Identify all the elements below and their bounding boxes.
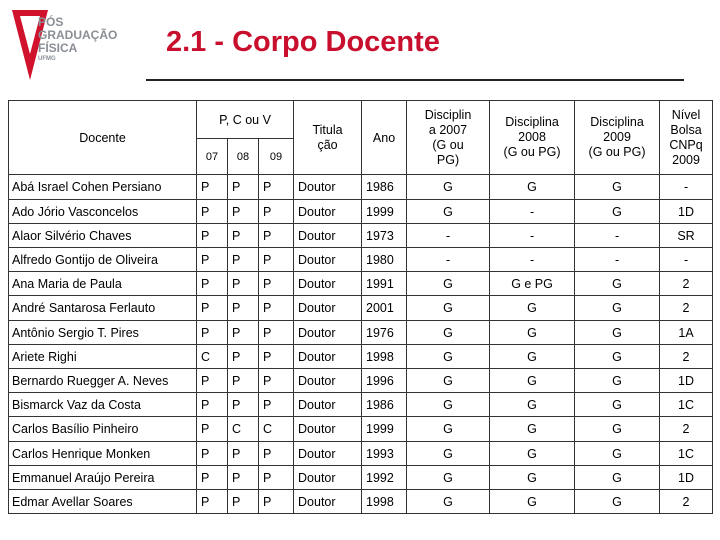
cell-titulacao: Doutor [294,345,362,369]
cell-disciplina-2009: G [575,393,660,417]
cell-pcv-09: C [259,417,294,442]
cell-ano: 1992 [362,466,407,490]
cell-pcv-08: P [228,224,259,248]
table-body [9,175,713,514]
cell-disciplina-2009: - [575,224,660,248]
cell-pcv-09: P [259,224,294,248]
cell-docente: Bernardo Ruegger A. Neves [9,369,197,393]
cell-ano: 1973 [362,224,407,248]
cell-bolsa: - [660,248,713,272]
cell-ano: 1986 [362,175,407,200]
cell-titulacao: Doutor [294,248,362,272]
cell-titulacao: Doutor [294,466,362,490]
cell-bolsa: - [660,175,713,200]
col-header-disciplina-2007 [407,101,490,175]
cell-docente: Antônio Sergio T. Pires [9,321,197,345]
col-header-titulacao-line2: ção [317,137,338,152]
col-header-disc2007-line2: a 2007 [428,122,468,137]
cell-pcv-09: P [259,272,294,296]
cell-ano: 1986 [362,393,407,417]
cell-pcv-07: P [197,296,228,321]
cell-pcv-08: P [228,369,259,393]
cell-bolsa: 1D [660,466,713,490]
col-header-08: 08 [228,139,259,175]
corpo-docente-table [8,100,713,514]
cell-pcv-07: P [197,393,228,417]
cell-disciplina-2008: G [490,369,575,393]
cell-docente: Edmar Avellar Soares [9,490,197,514]
table-row [9,296,713,321]
cell-bolsa: 2 [660,417,713,442]
cell-pcv-09: P [259,369,294,393]
cell-disciplina-2008: G [490,345,575,369]
cell-bolsa: SR [660,224,713,248]
col-header-bolsa-line4: 2009 [672,152,700,167]
cell-pcv-08: P [228,490,259,514]
table-row [9,466,713,490]
cell-docente: Bismarck Vaz da Costa [9,393,197,417]
cell-pcv-07: P [197,417,228,442]
cell-docente: Emmanuel Araújo Pereira [9,466,197,490]
cell-ano: 1999 [362,200,407,224]
logo-line-fisica: FÍSICA [38,41,78,55]
cell-pcv-07: P [197,490,228,514]
cell-ano: 1996 [362,369,407,393]
logo-line-pos: PÓS [38,15,64,29]
col-header-disc2007-line4: PG) [436,152,460,167]
cell-bolsa: 1D [660,369,713,393]
cell-titulacao: Doutor [294,321,362,345]
cell-titulacao: Doutor [294,175,362,200]
cell-bolsa: 2 [660,272,713,296]
col-header-disc2008-line3: (G ou PG) [503,145,561,159]
cell-disciplina-2008: G e PG [490,272,575,296]
title-underline [146,79,684,81]
col-header-disciplina-2008 [490,101,575,175]
cell-disciplina-2009: G [575,272,660,296]
cell-disciplina-2008: G [490,393,575,417]
cell-pcv-08: P [228,321,259,345]
table-row [9,393,713,417]
cell-pcv-07: P [197,200,228,224]
cell-docente: Ana Maria de Paula [9,272,197,296]
cell-docente: Alfredo Gontijo de Oliveira [9,248,197,272]
cell-disciplina-2007: G [407,369,490,393]
cell-bolsa: 1A [660,321,713,345]
cell-pcv-08: P [228,393,259,417]
cell-pcv-08: P [228,272,259,296]
table-row [9,272,713,296]
cell-disciplina-2009: G [575,345,660,369]
cell-disciplina-2008: - [490,200,575,224]
cell-ano: 1998 [362,345,407,369]
cell-docente: Abá Israel Cohen Persiano [9,175,197,200]
page-title: 2.1 - Corpo Docente [166,26,440,58]
cell-disciplina-2009: G [575,466,660,490]
cell-ano: 1999 [362,417,407,442]
cell-docente: Alaor Silvério Chaves [9,224,197,248]
cell-disciplina-2009: G [575,321,660,345]
cell-disciplina-2007: G [407,490,490,514]
cell-ano: 1980 [362,248,407,272]
table-row [9,200,713,224]
cell-pcv-07: P [197,442,228,466]
table-row [9,369,713,393]
logo-text [38,16,117,63]
cell-pcv-08: P [228,175,259,200]
cell-disciplina-2007: G [407,345,490,369]
cell-bolsa: 1C [660,393,713,417]
cell-pcv-07: P [197,369,228,393]
cell-disciplina-2009: G [575,417,660,442]
table-row [9,442,713,466]
col-header-disc2008-line1: Disciplina [505,115,559,129]
cell-docente: Ariete Righi [9,345,197,369]
cell-titulacao: Doutor [294,490,362,514]
cell-disciplina-2008: G [490,321,575,345]
logo-line-graduacao: GRADUAÇÃO [38,28,118,42]
cell-ano: 1993 [362,442,407,466]
cell-disciplina-2009: - [575,248,660,272]
cell-disciplina-2008: G [490,466,575,490]
cell-pcv-07: P [197,248,228,272]
cell-titulacao: Doutor [294,417,362,442]
cell-docente: Carlos Henrique Monken [9,442,197,466]
cell-disciplina-2007: G [407,272,490,296]
col-header-09: 09 [259,139,294,175]
cell-docente: André Santarosa Ferlauto [9,296,197,321]
cell-disciplina-2008: G [490,175,575,200]
cell-bolsa: 1C [660,442,713,466]
table-row [9,175,713,200]
cell-bolsa: 1D [660,200,713,224]
col-header-bolsa-line3: CNPq [669,137,703,152]
cell-disciplina-2007: - [407,248,490,272]
cell-titulacao: Doutor [294,272,362,296]
ppg-fisica-ufmg-logo [4,6,144,86]
cell-pcv-09: P [259,175,294,200]
col-header-titulacao [294,101,362,175]
cell-pcv-08: P [228,248,259,272]
cell-pcv-07: P [197,272,228,296]
cell-pcv-08: P [228,466,259,490]
col-header-ano: Ano [362,101,407,175]
cell-disciplina-2009: G [575,369,660,393]
col-header-disc2009-line1: Disciplina [590,115,644,129]
cell-docente: Carlos Basílio Pinheiro [9,417,197,442]
cell-ano: 1998 [362,490,407,514]
cell-disciplina-2007: G [407,321,490,345]
cell-pcv-09: P [259,345,294,369]
cell-disciplina-2007: G [407,466,490,490]
cell-pcv-08: C [228,417,259,442]
cell-ano: 1991 [362,272,407,296]
cell-disciplina-2008: G [490,442,575,466]
col-header-disc2009-line2: 2009 [603,130,631,144]
logo-line-ufmg: UFMG [38,56,56,62]
cell-pcv-09: P [259,200,294,224]
cell-disciplina-2007: G [407,442,490,466]
col-header-titulacao-line1: Titula [312,122,343,137]
cell-ano: 1976 [362,321,407,345]
cell-docente: Ado Jório Vasconcelos [9,200,197,224]
cell-pcv-07: P [197,224,228,248]
table-row [9,321,713,345]
cell-titulacao: Doutor [294,200,362,224]
cell-pcv-08: P [228,345,259,369]
col-header-disciplina-2009 [575,101,660,175]
cell-disciplina-2007: G [407,417,490,442]
cell-pcv-08: P [228,442,259,466]
table-row [9,224,713,248]
table-row [9,490,713,514]
cell-titulacao: Doutor [294,369,362,393]
cell-pcv-09: P [259,296,294,321]
table-row [9,417,713,442]
cell-titulacao: Doutor [294,393,362,417]
cell-disciplina-2009: G [575,442,660,466]
col-header-disc2008-line2: 2008 [518,130,546,144]
cell-pcv-09: P [259,466,294,490]
cell-disciplina-2007: G [407,296,490,321]
cell-pcv-09: P [259,393,294,417]
cell-titulacao: Doutor [294,224,362,248]
cell-pcv-08: P [228,200,259,224]
cell-titulacao: Doutor [294,296,362,321]
table-row [9,248,713,272]
col-header-disc2007-line3: (G ou [432,137,464,152]
cell-disciplina-2008: - [490,224,575,248]
cell-bolsa: 2 [660,345,713,369]
col-header-bolsa-cnpq [660,101,713,175]
cell-pcv-09: P [259,490,294,514]
cell-disciplina-2009: G [575,296,660,321]
col-header-07: 07 [197,139,228,175]
col-header-bolsa-line1: Nível [671,107,701,122]
cell-disciplina-2008: G [490,490,575,514]
col-header-bolsa-line2: Bolsa [670,122,702,137]
cell-disciplina-2007: G [407,200,490,224]
table-row [9,345,713,369]
cell-disciplina-2008: G [490,296,575,321]
cell-disciplina-2009: G [575,175,660,200]
col-header-disc2007-line1: Disciplin [424,107,472,122]
cell-disciplina-2009: G [575,490,660,514]
cell-disciplina-2007: G [407,393,490,417]
cell-pcv-07: P [197,175,228,200]
cell-titulacao: Doutor [294,442,362,466]
col-header-pcv: P, C ou V [197,101,294,139]
col-header-docente: Docente [9,101,197,175]
cell-pcv-08: P [228,296,259,321]
cell-pcv-07: C [197,345,228,369]
cell-pcv-09: P [259,321,294,345]
cell-ano: 2001 [362,296,407,321]
cell-disciplina-2007: - [407,224,490,248]
col-header-disc2009-line3: (G ou PG) [588,145,646,159]
header-row-top [9,101,713,139]
cell-pcv-07: P [197,321,228,345]
cell-disciplina-2009: G [575,200,660,224]
cell-pcv-09: P [259,442,294,466]
cell-disciplina-2007: G [407,175,490,200]
cell-disciplina-2008: - [490,248,575,272]
cell-pcv-09: P [259,248,294,272]
cell-disciplina-2008: G [490,417,575,442]
cell-pcv-07: P [197,466,228,490]
cell-bolsa: 2 [660,296,713,321]
cell-bolsa: 2 [660,490,713,514]
